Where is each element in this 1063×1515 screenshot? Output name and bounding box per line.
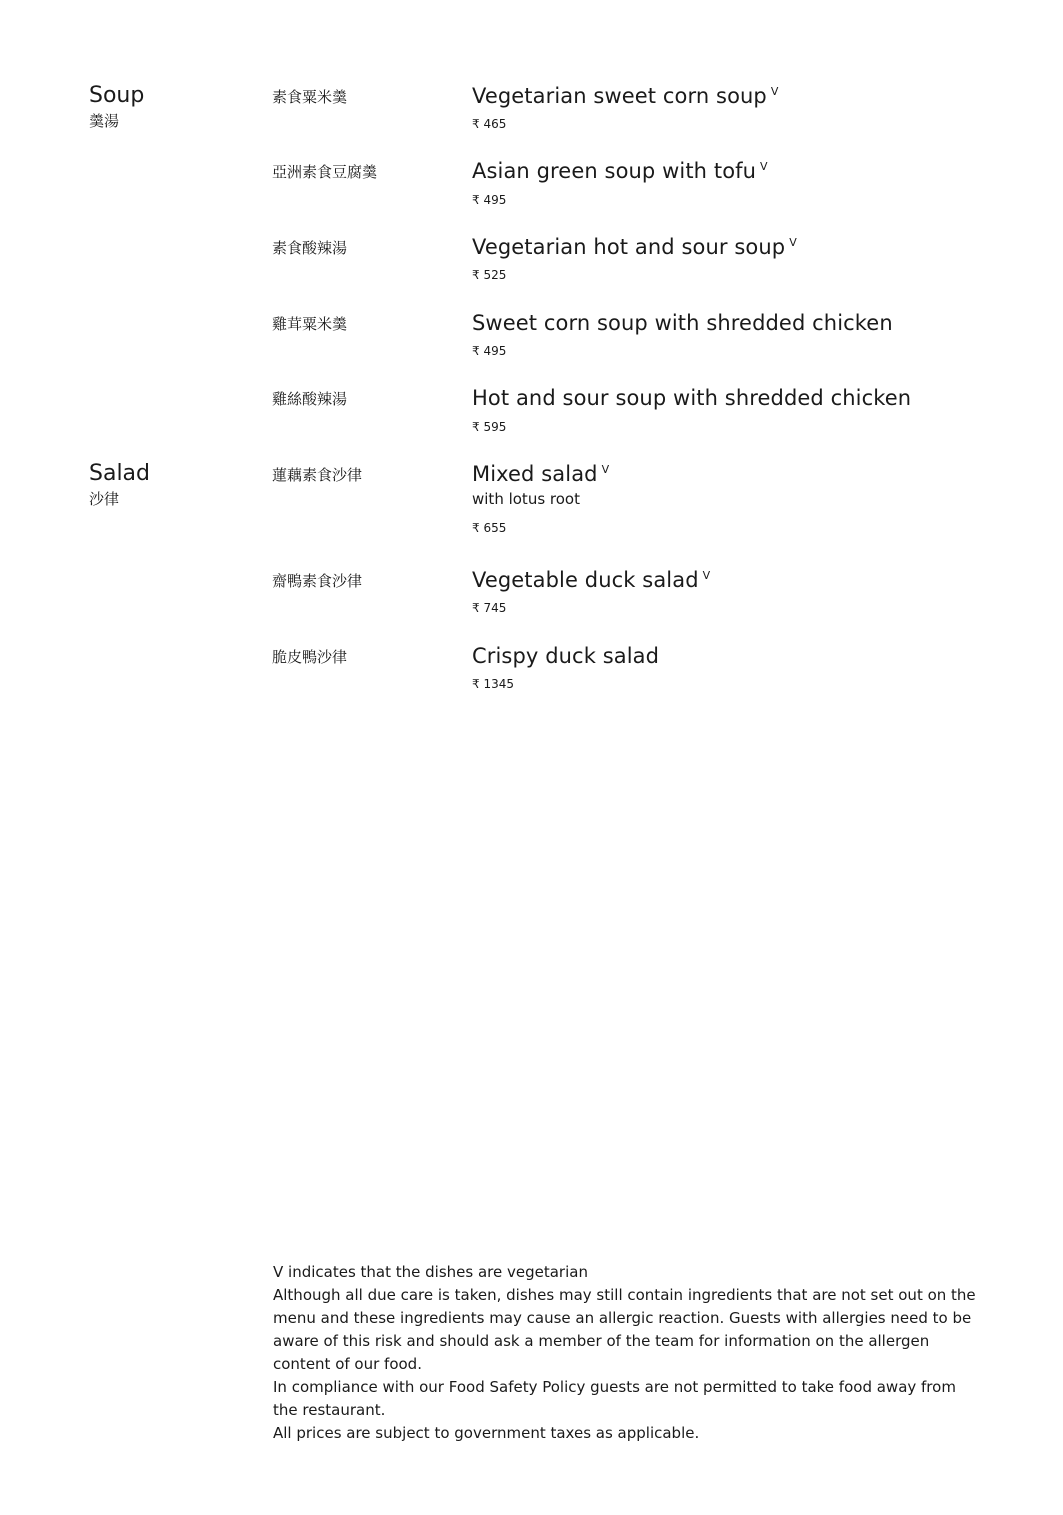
dish-name-en-text: Sweet corn soup with shredded chicken	[472, 311, 893, 335]
dish-name-en	[472, 643, 659, 669]
dish-name-en-text: Hot and sour soup with shredded chicken	[472, 386, 912, 410]
section-title-en: Soup	[89, 83, 145, 108]
dish-name-en	[472, 83, 779, 109]
dish-name-zh: 亞洲素食豆腐羹	[272, 163, 378, 181]
dish-name-en-text: Mixed salad	[472, 462, 598, 486]
dish-name-en-text: Vegetarian hot and sour soup	[472, 235, 786, 259]
footer-notes	[273, 1261, 983, 1445]
food-safety-note: In compliance with our Food Safety Policy guests are not permitted to take food away from the restaurant.	[273, 1378, 956, 1419]
dish-price: ₹ 1345	[472, 677, 514, 691]
dish-name-en	[472, 461, 609, 487]
section-title-en: Salad	[89, 461, 151, 486]
dish-name-zh: 齋鴨素食沙律	[272, 572, 363, 590]
dish-name-en	[472, 234, 797, 260]
allergen-note: Although all due care is taken, dishes may still contain ingredients that are not set out on the menu and these ingredients may cause an allergic reaction. Guests with allergies need to be aware of this risk and should ask a member of the team for information on the allergen content of our food.	[273, 1286, 976, 1373]
dish-name-en	[472, 385, 911, 411]
dish-price: ₹ 525	[472, 268, 507, 282]
dish-price: ₹ 495	[472, 193, 507, 207]
dish-name-en-text: Vegetable duck salad	[472, 568, 699, 592]
tax-note: All prices are subject to government taxes as applicable.	[273, 1424, 700, 1442]
dish-price: ₹ 595	[472, 420, 507, 434]
dish-description: with lotus root	[472, 490, 580, 508]
dish-name-en-text: Vegetarian sweet corn soup	[472, 84, 767, 108]
dish-name-en-text: Crispy duck salad	[472, 644, 660, 668]
dish-name-en-text: Asian green soup with tofu	[472, 159, 757, 183]
dish-price: ₹ 495	[472, 344, 507, 358]
vegetarian-mark: V	[601, 463, 610, 476]
dish-price: ₹ 745	[472, 601, 507, 615]
section-title-zh: 羹湯	[89, 112, 120, 130]
dish-price: ₹ 655	[472, 521, 507, 535]
section-title-zh: 沙律	[89, 490, 120, 508]
dish-price: ₹ 465	[472, 117, 507, 131]
vegetarian-note: V indicates that the dishes are vegetarian	[273, 1263, 588, 1281]
dish-name-zh: 雞絲酸辣湯	[272, 390, 348, 408]
vegetarian-mark: V	[789, 236, 797, 249]
dish-name-zh: 素食酸辣湯	[272, 239, 348, 257]
dish-name-zh: 素食粟米羹	[272, 88, 348, 106]
vegetarian-mark: V	[702, 569, 711, 582]
dish-name-zh: 脆皮鴨沙律	[272, 648, 348, 666]
dish-name-zh: 蓮藕素食沙律	[272, 466, 363, 484]
vegetarian-mark: V	[770, 85, 779, 98]
dish-name-en	[472, 310, 893, 336]
vegetarian-mark: V	[760, 160, 768, 173]
dish-name-zh: 雞茸粟米羹	[272, 315, 348, 333]
dish-name-en	[472, 158, 768, 184]
dish-name-en	[472, 567, 710, 593]
